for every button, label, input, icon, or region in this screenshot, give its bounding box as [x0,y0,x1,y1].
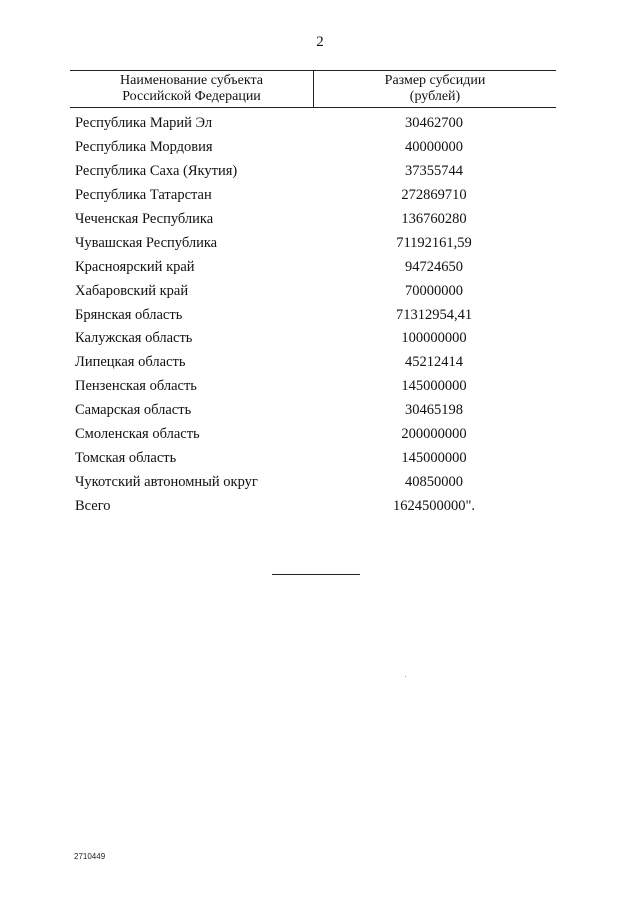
subsidy-amount: 145000000 [401,449,467,466]
subject-name: Чеченская Республика [75,211,214,227]
subject-name: Хабаровский край [75,282,189,299]
subsidy-amount: 71312954,41 [395,306,473,323]
header-subject-line-2: Российской Федерации [122,89,261,104]
table-row [75,375,555,399]
total-label: Всего [75,497,111,514]
table-row [75,136,555,160]
scan-speck [405,676,406,677]
subject-name: Брянская область [75,306,183,323]
subsidy-amount: 136760280 [401,211,467,227]
header-cell-subject-name [70,71,314,107]
subject-name: Республика Марий Эл [75,115,213,132]
subsidy-amount: 71192161,59 [396,234,472,251]
subject-name: Липецкая область [75,354,186,371]
subject-name: Самарская область [75,402,192,419]
subject-name: Пензенская область [75,378,197,395]
document-code: 2710449 [74,852,106,861]
subsidy-amount: 100000000 [401,330,467,347]
subsidy-amount: 30465198 [405,402,463,419]
table-row [75,231,555,255]
table-row [75,112,555,136]
table-row-total [75,494,555,518]
subject-name: Калужская область [75,330,193,347]
subsidy-amount: 272869710 [401,187,467,204]
subsidy-amount: 37355744 [405,163,463,180]
subsidy-amount: 70000000 [405,282,463,299]
page-number: 2 [316,34,324,50]
table-row [75,208,555,232]
subsidy-amount: 30462700 [405,115,463,132]
subsidy-amount: 40850000 [405,473,463,490]
header-subject-line-1: Наименование субъекта [120,73,263,88]
subject-name: Чувашская Республика [75,234,218,251]
header-amount-line-2: (рублей) [409,89,461,104]
table-row [75,351,555,375]
total-amount: 1624500000". [392,497,476,514]
table-row [75,160,555,184]
subsidy-amount: 200000000 [401,426,467,443]
table-row [75,279,555,303]
table-row [75,327,555,351]
table-header [70,70,556,108]
subsidy-amount: 45212414 [405,354,463,371]
subject-name: Чукотский автономный округ [75,473,258,490]
subject-name: Республика Саха (Якутия) [75,163,238,180]
subject-name: Смоленская область [75,426,200,443]
closing-divider-line [272,574,360,575]
table-row [75,255,555,279]
subject-name: Республика Татарстан [75,187,212,204]
table-row [75,399,555,423]
subsidy-amount: 94724650 [405,258,463,275]
subsidy-amount: 40000000 [405,139,463,156]
subject-name: Республика Мордовия [75,139,213,156]
header-amount-line-1: Размер субсидии [384,73,486,88]
table-row [75,470,555,494]
table-row [75,446,555,470]
subsidy-table-body [75,112,555,518]
subject-name: Красноярский край [75,258,195,275]
subject-name: Томская область [75,449,177,466]
subsidy-amount: 145000000 [401,378,467,395]
header-cell-subsidy-amount [314,71,556,107]
table-row [75,423,555,447]
table-row [75,184,555,208]
table-row [75,303,555,327]
